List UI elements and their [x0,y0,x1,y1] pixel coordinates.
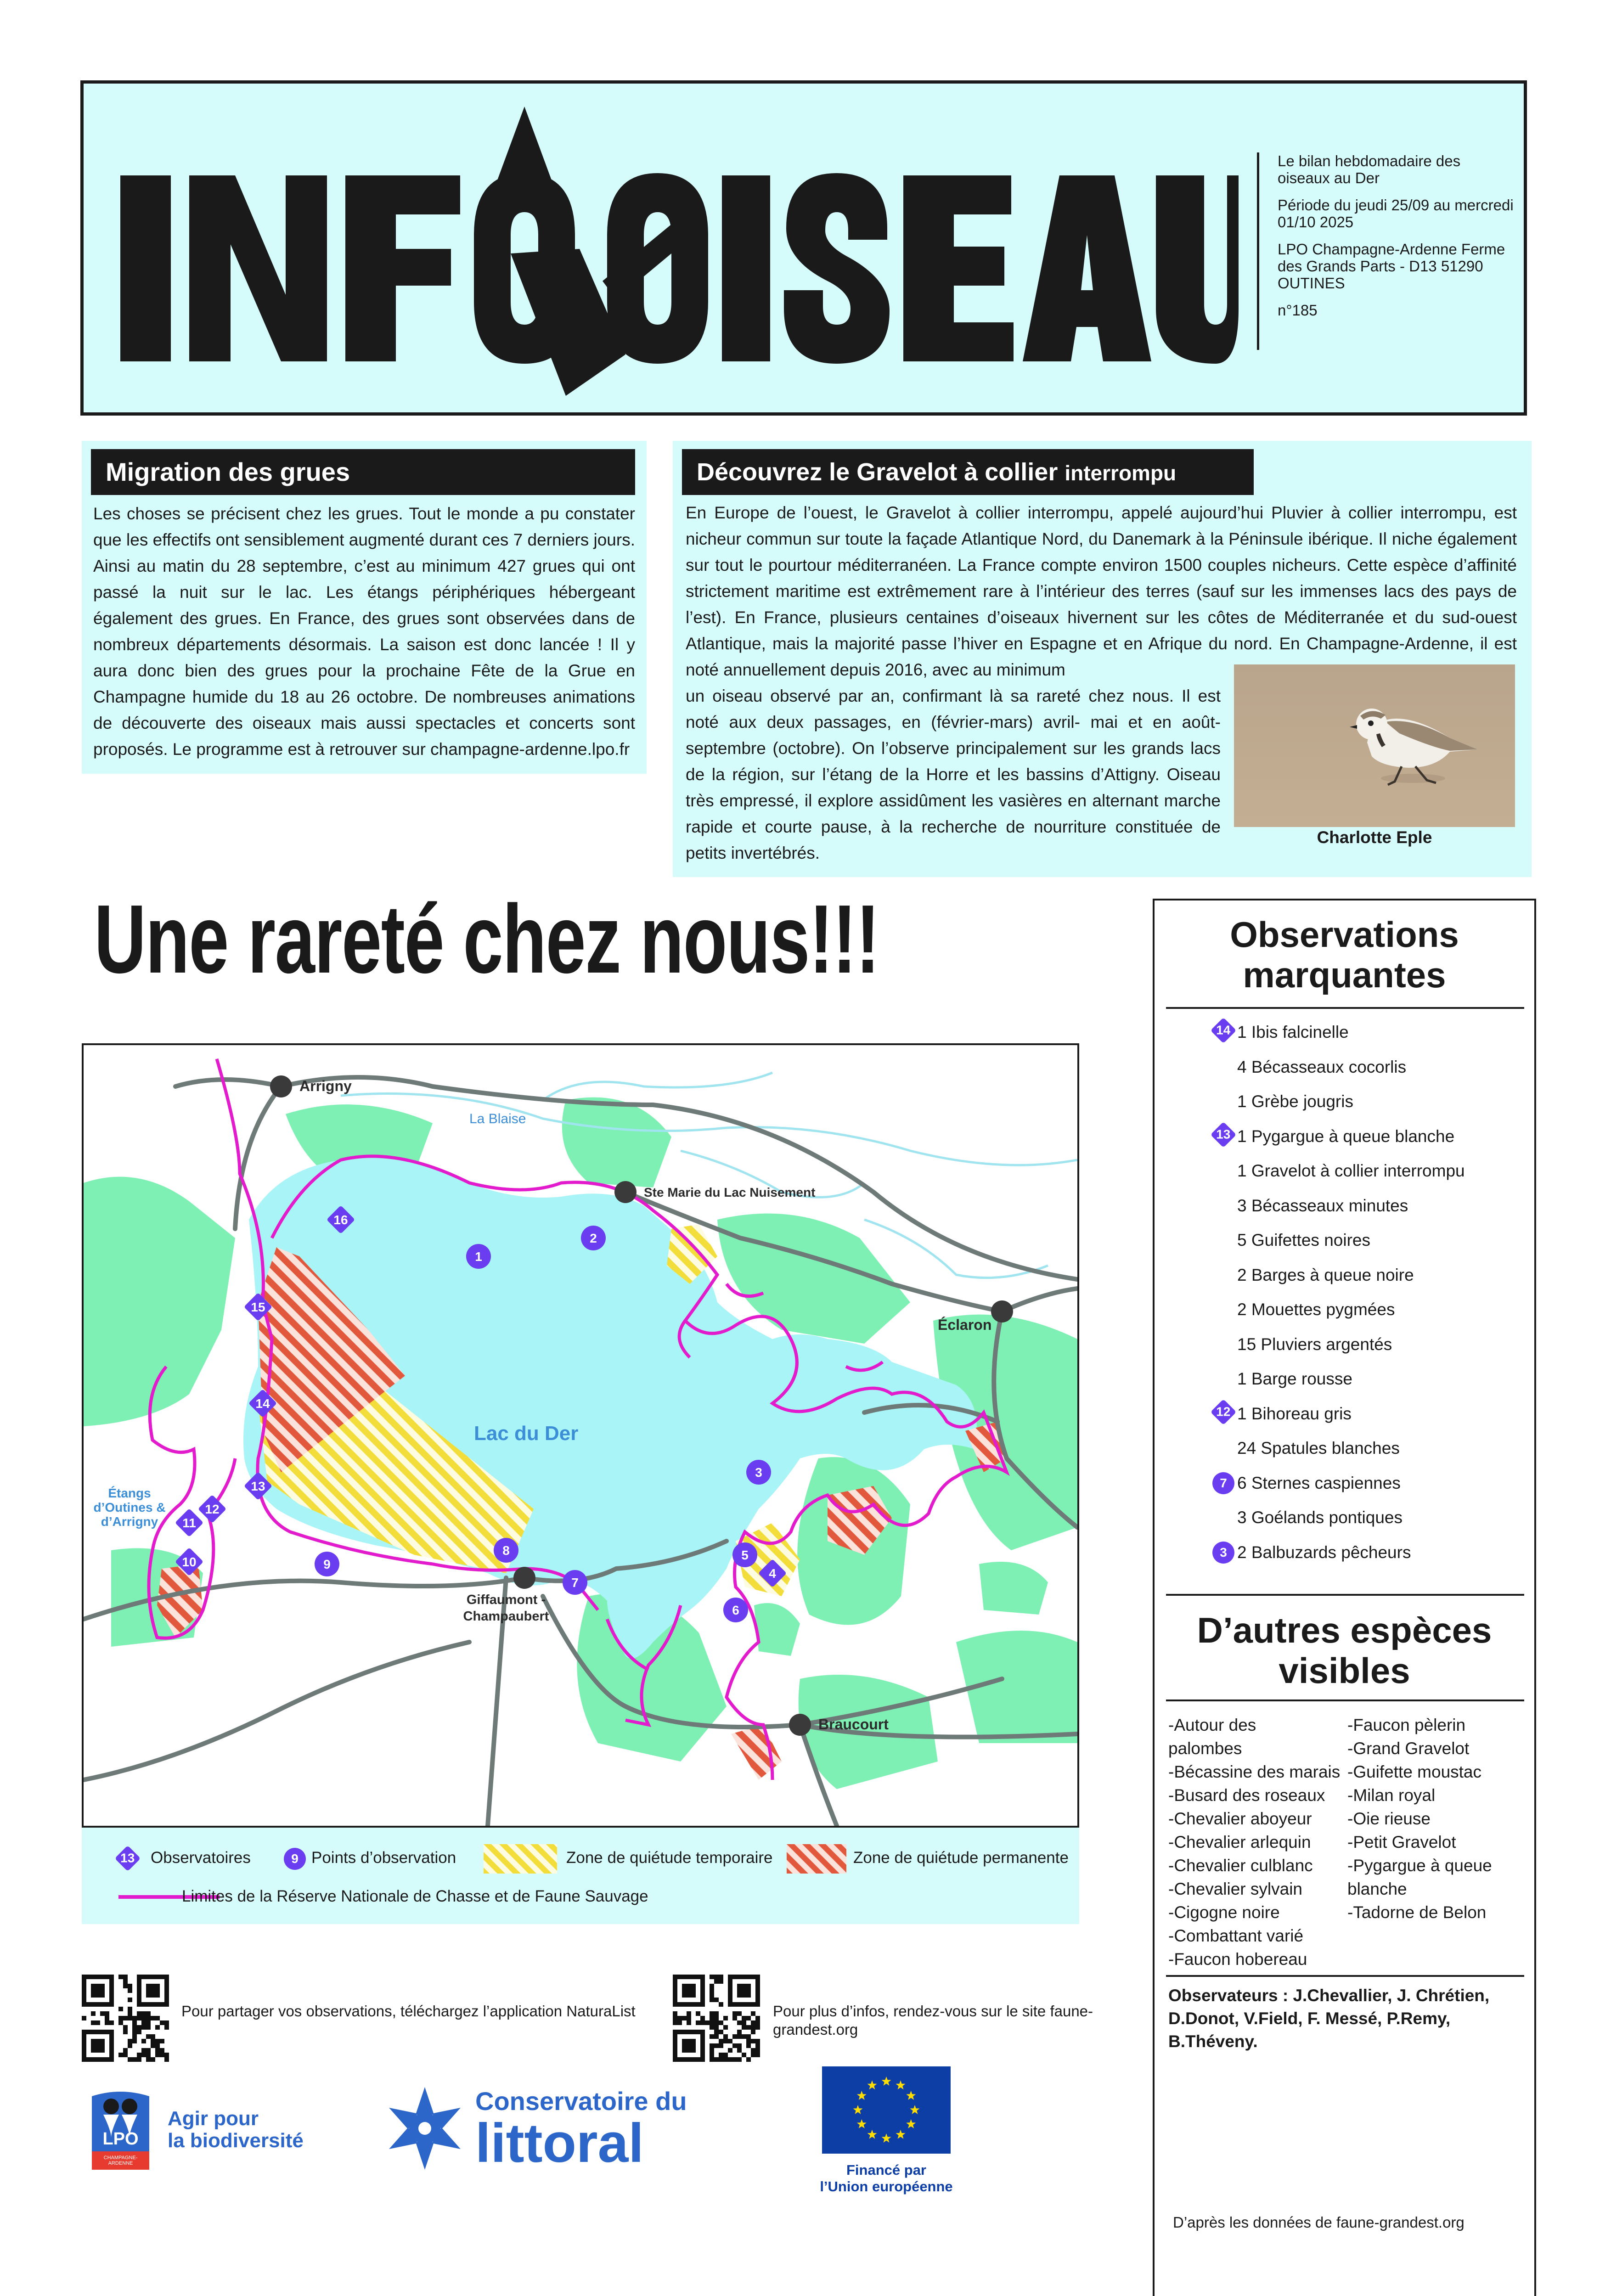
town-ste-marie [614,1181,637,1203]
marker-number: 12 [205,1502,220,1516]
legend-perm-zone: Zone de quiétude permanente [853,1849,1069,1867]
label-giffaumont: Giffaumont - Champaubert [463,1593,549,1624]
marker-number: 7 [571,1576,579,1590]
species-item: -Oie rieuse [1347,1809,1431,1828]
legend-temp-zone: Zone de quiétude temporaire [566,1849,773,1867]
species-rule [1166,1699,1524,1701]
species-item: -Milan royal [1347,1786,1436,1805]
header-separator [1257,152,1259,350]
legend-limit: Limites de la Réserve Nationale de Chasse et de Faune Sauvage [182,1887,648,1905]
observation-item: 1 Grèbe jougris [1237,1092,1353,1111]
photo-credit: Charlotte Eple [1317,828,1432,847]
observation-item: 2 Barges à queue noire [1237,1265,1414,1284]
label-lac-du-der: Lac du Der [474,1422,579,1445]
species-item: -Pygargue à queue [1347,1856,1492,1875]
legend-point-icon: 9 [284,1848,306,1870]
marker-number: 9 [323,1557,331,1571]
observations-rule [1166,1007,1524,1009]
species-item: -Cigogne noire [1168,1903,1280,1922]
header [80,80,1527,416]
observation-item: 4 Bécasseaux cocorlis [1237,1057,1407,1076]
lpo-logo [87,2087,154,2172]
observation-badge: 13 [1211,1121,1237,1148]
species-item: -Chevalier sylvain [1168,1880,1302,1898]
header-address: LPO Champagne-Ardenne Ferme des Grands Parts - D13 51290 OUTINES [1278,241,1505,292]
marker-number: 14 [255,1396,270,1411]
town-braucourt [789,1714,811,1736]
observers-rule [1166,1975,1524,1977]
species-item: palombes [1168,1739,1242,1758]
gravelot-title-small: interrompu [1065,461,1177,485]
conservatoire-line2: littoral [475,2112,644,2174]
naturalist-qr-code[interactable] [82,1975,169,2062]
marker-number: 1 [475,1249,482,1264]
header-info [1278,152,1516,329]
conservatoire-line1: Conservatoire du [475,2087,687,2116]
marker-number: 15 [251,1300,265,1314]
label-arrigny: Arrigny [299,1078,352,1094]
label-ste-marie: Ste Marie du Lac Nuisement [644,1185,816,1199]
observation-item: 3 Goélands pontiques [1237,1508,1403,1527]
faune-qr-code[interactable] [673,1975,760,2062]
marker-number: 8 [502,1543,510,1558]
marker-number: 4 [769,1566,776,1581]
lpo-badge: LPO [102,2129,139,2149]
gravelot-title [682,449,1254,495]
observations-title: Observations marquantes [1230,914,1459,995]
species-item: -Chevalier arlequin [1168,1833,1311,1851]
observation-badge: 3 [1212,1542,1234,1564]
eu-funding-2: l’Union européenne [820,2178,953,2195]
species-item: -Faucon hobereau [1168,1950,1307,1969]
species-rule-top [1166,1594,1524,1596]
species-item: -Petit Gravelot [1347,1833,1456,1851]
other-species-title: D’autres espèces visibles [1197,1610,1492,1691]
observation-item: 1 Ibis falcinelle [1237,1023,1349,1041]
legend-observatories: Observatoires [151,1849,251,1867]
lpo-slogan [168,2108,304,2152]
map-svg [84,1045,1077,1826]
marker-number: 3 [755,1465,762,1480]
migration-panel [82,441,647,774]
observation-item: 1 Pygargue à queue blanche [1237,1126,1455,1146]
species-item: -Busard des roseaux [1168,1786,1325,1805]
label-blaise: La Blaise [469,1111,526,1126]
eu-funding-1: Financé par [846,2162,926,2178]
naturalist-note: Pour partager vos observations, téléchargez l’application NaturaList [181,2003,636,2020]
gravelot-panel [673,441,1532,877]
conservatoire-logo [381,2085,468,2172]
observation-item: 5 Guifettes noires [1237,1231,1370,1249]
observation-item: 1 Barge rousse [1237,1369,1352,1388]
header-tagline: Le bilan hebdomadaire des oiseaux au Der [1278,152,1461,186]
migration-text: Les choses se précisent chez les grues. Tout le monde a pu constater que les effectifs ont sensiblement augmenté durant ces 7 derniers jours. Ainsi au matin du 28 septembre, c’est au minimum 427 grues qui ont passé la nuit sur le lac. Les étangs périphériques hébergeant également des grues. En France, des grues sont observées dans de nombreux départements désormais. La saison est donc lancée ! Il y aura donc bien des grues pour la prochaine Fête de la Grue en Champagne humide du 18 au 26 octobre. De nombreuses animations de découverte des oiseaux mais aussi spectacles et concerts sont proposés. Le programme est à retrouver sur champagne-ardenne.lpo.fr [93,504,635,759]
lpo-slogan-2: la biodiversité [168,2129,304,2152]
species-item: -Faucon pèlerin [1347,1716,1466,1734]
label-etangs: Étangs d’Outines & d’Arrigny [93,1486,166,1529]
species-item: -Chevalier culblanc [1168,1856,1313,1875]
gravelot-text: En Europe de l’ouest, le Gravelot à collier interrompu, appelé aujourd’hui Pluvier à collier interrompu, est nicheur commun sur toute la façade Atlantique Nord, du Danemark à la Péninsule ibérique. Il niche également sur tout le pourtour méditerranéen. La France compte environ 1500 couples nicheurs. Cette espèce d’affinité strictement maritime est extrêmement rare à l’intérieur des terres (sauf sur les immenses lacs des pays de l’est). En France, plusieurs centaines d’oiseaux hivernent sur les côtes de Méditerranée et du sud-ouest Atlantique, mais la majorité passe l’hiver en Espagne et en Afrique du nord. En Champagne-Ardenne, il est noté annuellement depuis 2016, avec au minimum [686,503,1517,679]
observation-item: 15 Pluviers argentés [1237,1334,1392,1354]
legend-perm-swatch [787,1844,846,1874]
marker-number: 2 [590,1231,597,1245]
faune-note: Pour plus d’infos, rendez-vous sur le site faune-grandest.org [773,2003,1093,2038]
headline: Une rareté chez nous!!! [94,884,879,993]
observation-badge: 14 [1211,1018,1237,1044]
conservatoire-text [475,2087,687,2174]
plover-photo [1234,664,1515,827]
gravelot-title-main: Découvrez le Gravelot à collier [697,458,1065,486]
species-item: -Bécassine des marais [1168,1762,1341,1781]
marker-number: 5 [741,1548,749,1562]
observation-badge: 7 [1212,1472,1234,1494]
marker-number: 13 [251,1479,265,1493]
label-braucourt: Braucourt [818,1716,889,1733]
label-eclaron: Éclaron [938,1317,992,1333]
species-item: -Autour des [1168,1716,1256,1734]
town-giffaumont [513,1567,535,1589]
observation-item: 2 Mouettes pygmées [1237,1300,1395,1319]
town-arrigny [270,1075,292,1097]
observation-item: 2 Balbuzards pêcheurs [1237,1542,1411,1562]
town-eclaron [991,1300,1013,1322]
eu-funding [792,2162,980,2195]
header-period: Période du jeudi 25/09 au mercredi 01/10 2025 [1278,197,1514,231]
species-item: -Tadorne de Belon [1347,1903,1487,1922]
gravelot-text-continued: un oiseau observé par an, confirmant là sa rareté chez nous. Il est noté aux deux passages, en (février-mars) avril- mai et en août-septembre (octobre). On l’observe principalement sur les grands lacs de la région, sur l’étang de la Horre et les bassins d’Attigny. Oiseau très empressé, il explore assidûment les vasières en alternant marche rapide et courte pause, à la recherche de nourriture constituée de petits invertébrés. [686,687,1221,862]
marker-number: 16 [333,1213,348,1227]
observation-badge: 12 [1211,1399,1237,1425]
species-item: -Chevalier aboyeur [1168,1809,1312,1828]
marker-number: 10 [182,1555,197,1569]
lpo-slogan-1: Agir pour [168,2107,259,2130]
eu-flag [822,2066,951,2154]
observation-item: 24 Spatules blanches [1237,1439,1400,1458]
observations-box [1153,899,1536,2296]
legend-observatory-icon: 13 [115,1846,141,1872]
lpo-region: CHAMPAGNE-ARDENNE [103,2155,138,2166]
marker-number: 11 [182,1516,196,1530]
observation-item: 6 Sternes caspiennes [1237,1473,1401,1492]
header-issue: n°185 [1278,302,1318,319]
migration-title: Migration des grues [91,449,635,495]
legend-points: Points d’observation [311,1849,456,1867]
zone-perm-braucourt [731,1725,782,1780]
observation-item: 3 Bécasseaux minutes [1237,1196,1408,1215]
species-item: -Grand Gravelot [1347,1739,1470,1758]
species-item: -Combattant varié [1168,1926,1304,1945]
species-item: -Guifette moustac [1347,1762,1482,1781]
info-oiseaux-logo [111,97,1241,410]
observation-item: 1 Bihoreau gris [1237,1404,1352,1423]
legend-temp-swatch [484,1844,557,1874]
data-source: D’après les données de faune-grandest.org [1173,2214,1465,2231]
observers: Observateurs : J.Chevallier, J. Chrétien, D.Donot, V.Field, F. Messé, P.Remy, B.Théveny. [1168,1986,1490,2051]
map-legend [82,1828,1079,1924]
marker-number: 6 [732,1603,739,1617]
species-item: blanche [1347,1880,1407,1898]
reserve-map [82,1043,1079,1828]
observation-item: 1 Gravelot à collier interrompu [1237,1161,1465,1180]
